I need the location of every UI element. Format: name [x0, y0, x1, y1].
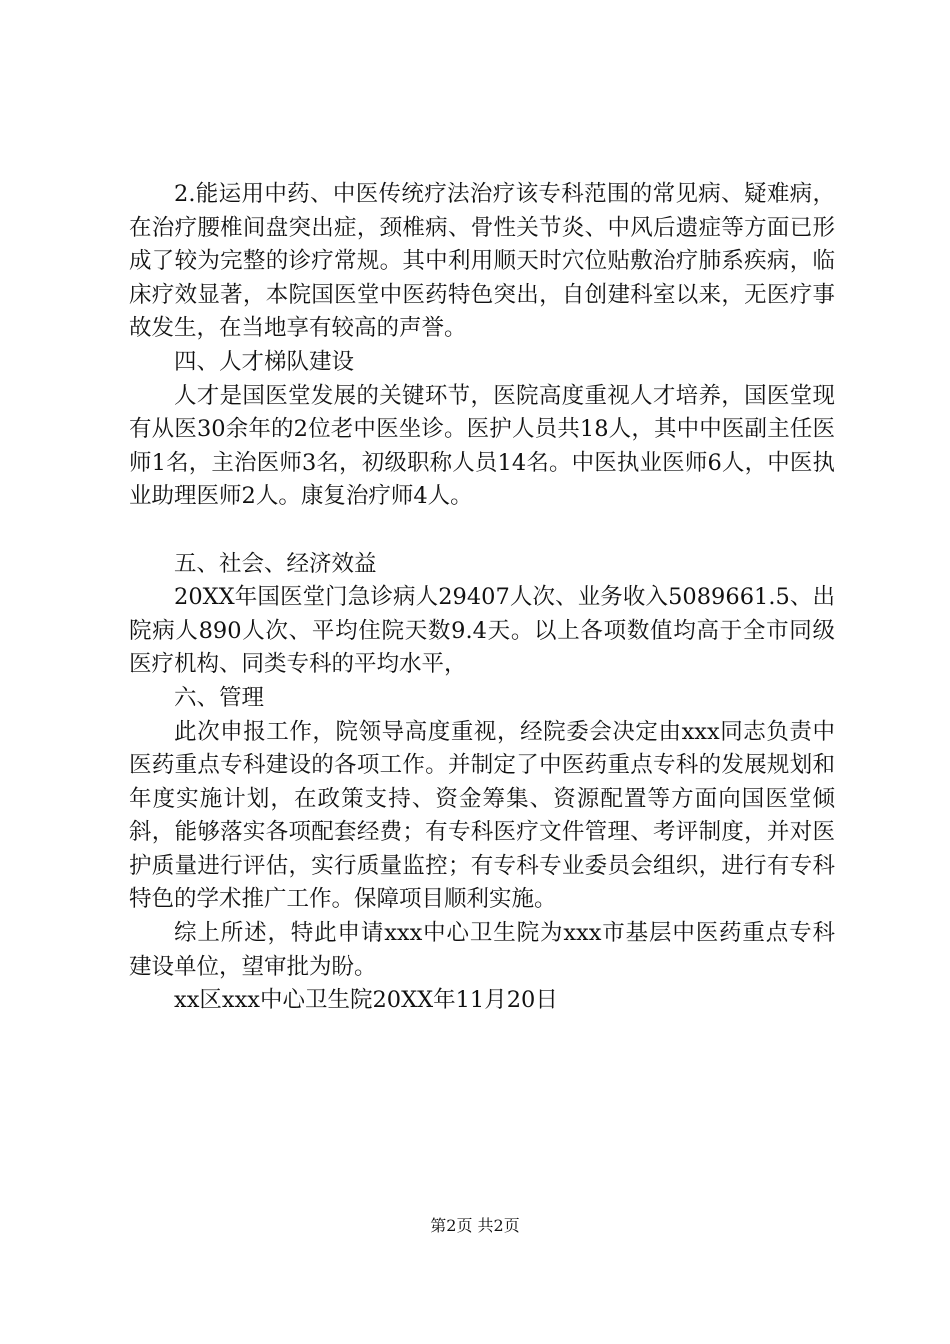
paragraph-treatment-capability: 2.能运用中药、中医传统疗法治疗该专科范围的常见病、疑难病，在治疗腰椎间盘突出症，颈椎病、骨性关节炎、中风后遗症等方面已形成了较为完整的诊疗常规。其中利用顺天时穴位贴敷治疗肺系疾病，临床疗效显著，本院国医堂中医药特色突出，自创建科室以来，无医疗事故发生，在当地享有较高的声誉。 [129, 181, 835, 342]
paragraph-talent: 人才是国医堂发展的关键环节，医院高度重视人才培养，国医堂现有从医30余年的2位老中医坐诊。医护人员共18人，其中中医副主任医师1名，主治医师3名，初级职称人员14名。中医执业医师6人，中医执业助理医师2人。康复治疗师4人。 [129, 382, 835, 510]
signature-date-line: xx区xxx中心卫生院20XX年11月20日 [174, 987, 558, 1014]
paragraph-management: 此次申报工作，院领导高度重视，经院委会决定由xxx同志负责中医药重点专科建设的各项工作。并制定了中医药重点专科的发展规划和年度实施计划，在政策支持、资金筹集、资源配置等方面向国医堂倾斜，能够落实各项配套经费；有专科医疗文件管理、考评制度，并对医护质量进行评估，实行质量监控；有专科专业委员会组织，进行有专科特色的学术推广工作。保障项目顺利实施。 [129, 718, 835, 913]
page-footer: 第2页 共2页 [430, 1216, 520, 1235]
section-heading-benefits: 五、社会、经济效益 [174, 550, 377, 577]
section-heading-management: 六、管理 [174, 684, 265, 711]
paragraph-benefits: 20XX年国医堂门急诊病人29407人次、业务收入5089661.5、出院病人890人次、平均住院天数9.4天。以上各项数值均高于全市同级医疗机构、同类专科的平均水平， [129, 584, 835, 678]
document-body [129, 178, 835, 1018]
section-heading-talent: 四、人才梯队建设 [174, 348, 355, 375]
blank-line [129, 514, 835, 548]
paragraph-conclusion: 综上所述，特此申请xxx中心卫生院为xxx市基层中医药重点专科建设单位，望审批为盼。 [129, 920, 835, 980]
